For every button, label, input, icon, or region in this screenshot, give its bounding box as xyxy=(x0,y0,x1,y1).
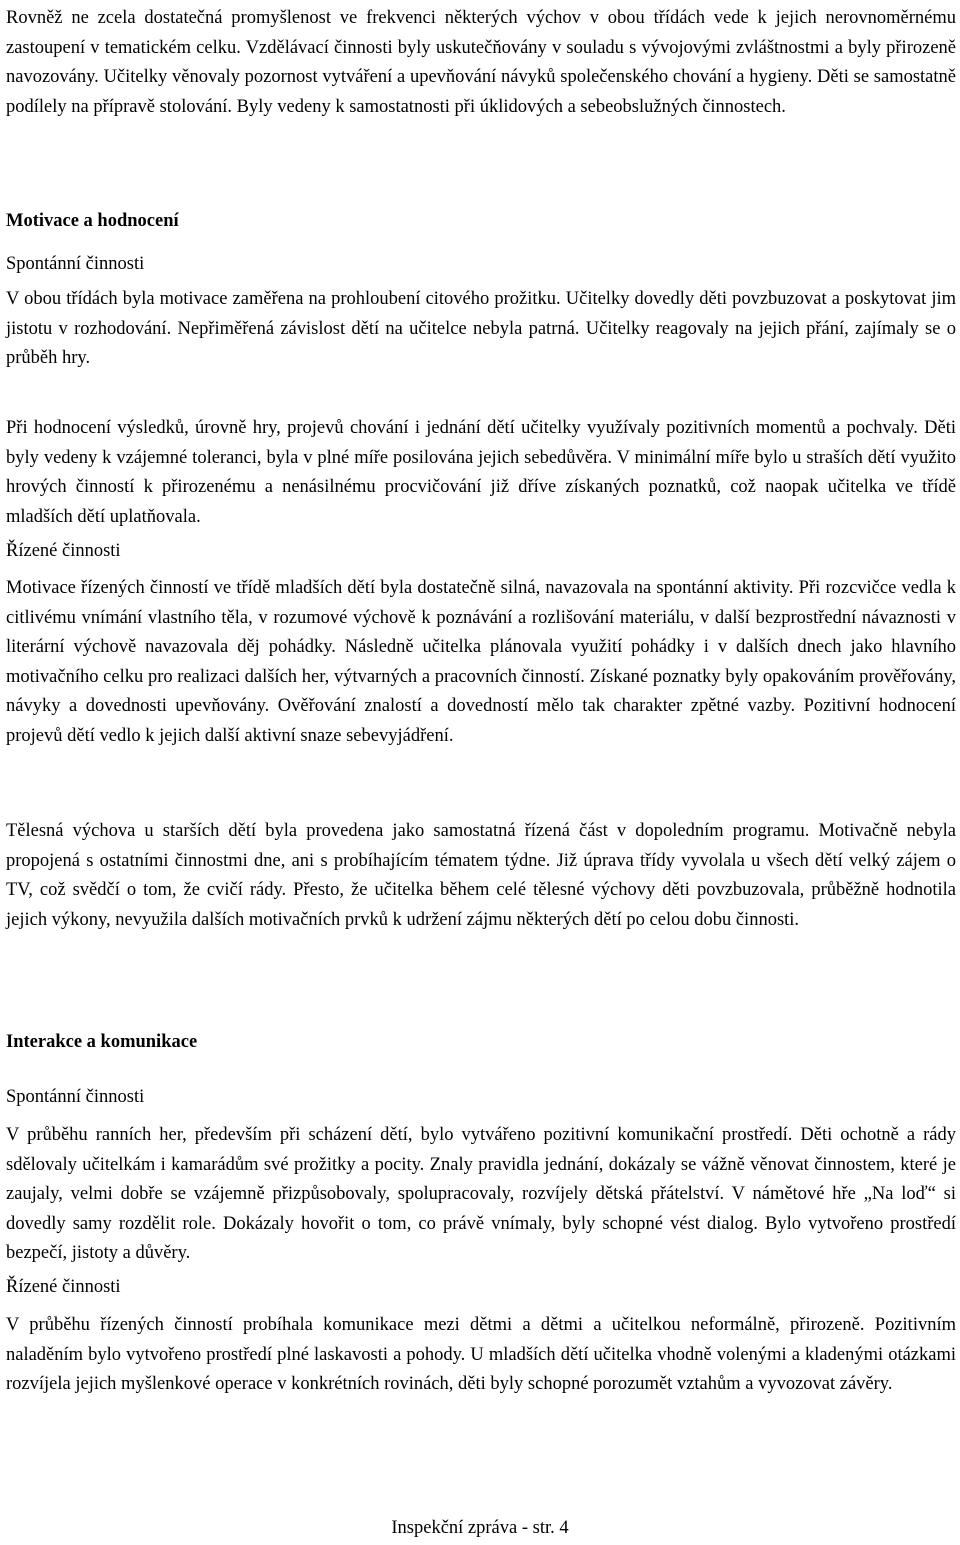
subheading-spontaneous: Spontánní činnosti xyxy=(6,254,145,274)
interaction-directed-label-block xyxy=(6,1273,956,1303)
page-footer: Inspekční zpráva - str. 4 xyxy=(391,1518,569,1538)
paragraph: V průběhu řízených činností probíhala komunikace mezi dětmi a dětmi a učitelkou neformálně, přirozeně. Pozitivním naladěním bylo vytvořeno prostředí plné laskavosti a pohody. U mladších dětí učitelka vhodně volenými a kladenými otázkami rozvíjela jejich myšlenkové operace v konkrétních rovinách, děti byly schopné porozumět vztahům a vyvozovat závěry. xyxy=(6,1315,956,1395)
subheading-directed: Řízené činnosti xyxy=(6,541,121,561)
interaction-directed-p1-block xyxy=(6,1311,956,1400)
paragraph: V obou třídách byla motivace zaměřena na prohloubení citového prožitku. Učitelky dovedly děti povzbuzovat a poskytovat jim jistotu v rozhodování. Nepřiměřená závislost dětí na učitelce nebyla patrná. Učitelky reagovaly na jejich přání, zajímaly se o průběh hry. xyxy=(6,289,956,369)
motivation-heading-block xyxy=(6,207,956,237)
intro-section xyxy=(6,4,956,122)
motivation-spontaneous-p1-block xyxy=(6,285,956,374)
paragraph: V průběhu ranních her, především při scházení dětí, bylo vytvářeno pozitivní komunikační prostředí. Děti ochotně a rády sdělovaly učitelkám i kamarádům své prožitky a pocity. Znaly pravidla jednání, dokázaly se vážně věnovat činnostem, které je zaujaly, velmi dobře se vzájemně přizpůsobovaly, spolupracovaly, rozvíjely dětská přátelství. V námětové hře „Na loď“ si dovedly samy rozdělit role. Dokázaly hovořit o tom, co právě vnímaly, byly schopné vést dialog. Bylo vytvořeno prostředí bezpečí, jistoty a důvěry. xyxy=(6,1125,956,1264)
paragraph: Motivace řízených činností ve třídě mladších dětí byla dostatečně silná, navazovala na spontánní aktivity. Při rozcvičce vedla k citlivému vnímání vlastního těla, v rozumové výchově k poznávání a rozlišování materiálu, v další bezprostřední návaznosti v literární výchově navazovala děj pohádky. Následně učitelka plánovala využití pohádky i v dalších dnech jako hlavního motivačního celku pro realizaci dalších her, výtvarných a pracovních činností. Získané poznatky byly opakováním prověřovány, návyky a dovednosti upevňovány. Ověřování znalostí a dovedností mělo tak charakter zpětné vazby. Pozitivní hodnocení projevů dětí vedlo k jejich další aktivní snaze sebevyjádření. xyxy=(6,578,956,746)
paragraph: Tělesná výchova u starších dětí byla provedena jako samostatná řízená část v dopoledním programu. Motivačně nebyla propojená s ostatními činnostmi dne, ani s probíhajícím tématem týdne. Již úprava třídy vyvolala u všech dětí velký zájem o TV, což svědčí o tom, že cvičí rády. Přesto, že učitelka během celé tělesné výchovy děti povzbuzovala, průběžně hodnotila jejich výkony, nevyužila dalších motivačních prvků k udržení zájmu některých dětí po celou dobu činnosti. xyxy=(6,821,956,930)
section-heading-motivation: Motivace a hodnocení xyxy=(6,211,179,231)
subheading-directed: Řízené činnosti xyxy=(6,1277,121,1297)
motivation-spontaneous-p2-block xyxy=(6,414,956,532)
motivation-spontaneous-label-block xyxy=(6,250,956,280)
motivation-directed-label-block xyxy=(6,537,956,567)
paragraph: Při hodnocení výsledků, úrovně hry, projevů chování i jednání dětí učitelky využívaly pozitivních momentů a pochvaly. Děti byly vedeny k vzájemné toleranci, byla v plné míře posilována jejich sebedůvěra. V minimální míře bylo u straších dětí využito hrových činností k přirozenému a nenásilnému procvičování již dříve získaných poznatků, což naopak učitelka ve třídě mladších dětí uplatňovala. xyxy=(6,418,956,527)
interaction-heading-block xyxy=(6,1028,956,1058)
interaction-spontaneous-p1-block xyxy=(6,1121,956,1269)
motivation-directed-p1-block xyxy=(6,574,956,752)
subheading-spontaneous: Spontánní činnosti xyxy=(6,1087,145,1107)
motivation-directed-p2-block xyxy=(6,817,956,935)
section-heading-interaction: Interakce a komunikace xyxy=(6,1032,198,1052)
intro-paragraph: Rovněž ne zcela dostatečná promyšlenost ve frekvenci některých výchov v obou třídách vede k jejich nerovnoměrnému zastoupení v tematickém celku. Vzdělávací činnosti byly uskutečňovány v souladu s vývojovými zvláštnostmi a byly přirozeně navozovány. Učitelky věnovaly pozornost vytváření a upevňování návyků společenského chování a hygieny. Děti se samostatně podílely na přípravě stolování. Byly vedeny k samostatnosti při úklidových a sebeobslužných činnostech. xyxy=(6,8,956,117)
interaction-spontaneous-label-block xyxy=(6,1083,956,1113)
